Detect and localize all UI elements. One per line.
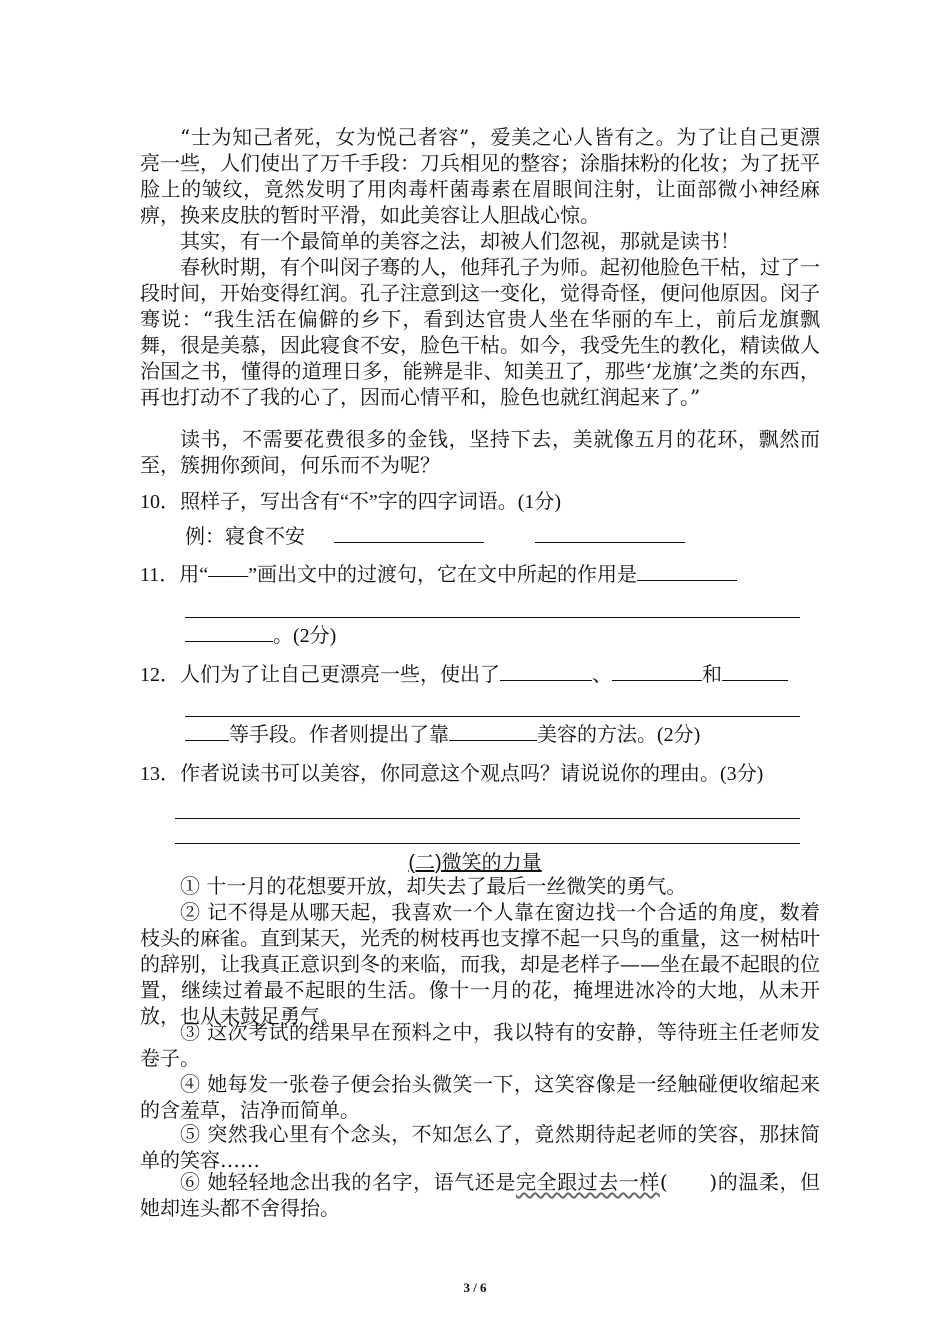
answer-blank-10b[interactable]: [535, 522, 685, 543]
answer-blank-11a[interactable]: [637, 560, 737, 581]
passage1-paragraph-4: 读书，不需要花费很多的金钱，坚持下去，美就像五月的花环，飘然而至，簇拥你颈间，何乐而不为呢？: [140, 427, 820, 477]
passage2-title: (二)微笑的力量: [408, 852, 542, 874]
answer-line-13a[interactable]: [175, 818, 800, 819]
question-12-middle: 等手段。作者则提出了靠: [229, 724, 449, 746]
answer-blank-12e[interactable]: [449, 720, 537, 741]
question-11-row-2: [185, 621, 336, 650]
passage1-paragraph-2: 其实，有一个最简单的美容之法，却被人们忽视，那就是读书！: [180, 229, 740, 253]
question-10-example-row: [185, 522, 685, 551]
passage2-paragraph-3: ③ 这次考试的结果早在预料之中，我以特有的安静，等待班主任老师发卷子。: [140, 1020, 820, 1070]
question-12-prompt: 12．人们为了让自己更漂亮一些，使出了: [140, 664, 500, 686]
question-11-score: 。(2分): [273, 625, 337, 647]
passage2-paragraph-6-end: ( )的温柔，但她却连头都不舍得抬。: [140, 1170, 821, 1220]
question-10: 10．照样子，写出含有“不”字的四字词语。(1分): [140, 491, 562, 513]
wavy-underlined-phrase: 完全跟过去一样: [515, 1170, 660, 1194]
passage2-paragraph-4: ④ 她每发一张卷子便会抬头微笑一下，这笑容像是一经触碰便收缩起来的含羞草，洁净而简单。: [140, 1072, 820, 1122]
question-12-row: [140, 660, 788, 689]
answer-line-13b[interactable]: [175, 843, 800, 844]
answer-blank-12a[interactable]: [500, 660, 592, 681]
answer-blank-10a[interactable]: [334, 522, 484, 543]
passage2-paragraph-1: ① 十一月的花想要开放，却失去了最后一丝微笑的勇气。: [180, 874, 687, 898]
page-number: 3 / 6: [463, 1280, 487, 1295]
passage2-paragraph-6-start: ⑥ 她轻轻地念出我的名字，语气还是: [180, 1170, 516, 1194]
question-12-row-2: [185, 720, 700, 749]
answer-blank-11b[interactable]: [185, 621, 273, 642]
question-11-prompt: 11．用“——”画出文中的过渡句，它在文中所起的作用是: [140, 564, 638, 586]
question-13: 13．作者说读书可以美容，你同意这个观点吗？请说说你的理由。(3分): [140, 763, 764, 785]
question-12-separator-1: 、: [592, 664, 612, 686]
passage2-paragraph-2: ② 记不得是从哪天起，我喜欢一个人靠在窗边找一个合适的角度，数着枝头的麻雀。直到某天，光秃的树枝再也支撑不起一只鸟的重量，这一树枯叶的辞别，让我真正意识到冬的来临，而我，却是老样子——坐在最不起眼的位置，继续过着最不起眼的生活。像十一月的花，掩埋进冰冷的大地，从未开放，也从未鼓足勇气。: [140, 900, 820, 1028]
passage1-paragraph-3: 春秋时期，有个叫闵子骞的人，他拜孔子为师。起初他脸色干枯，过了一段时间，开始变得红润。孔子注意到这一变化，觉得奇怪，便问他原因。闵子骞说：“我生活在偏僻的乡下，看到达官贵人坐在华丽的车上，前后龙旗飘舞，很是美慕，因此寝食不安，脸色干枯。如今，我受先生的教化，精读做人治国之书，懂得的道理日多，能辨是非、知美丑了，那些‘龙旗’之类的东西，再也打动不了我的心了，因而心情平和，脸色也就红润起来了。”: [140, 255, 820, 409]
question-12-separator-2: 和: [702, 664, 722, 686]
answer-blank-12b[interactable]: [612, 660, 702, 681]
question-12-end: 美容的方法。(2分): [537, 724, 701, 746]
answer-line-11[interactable]: [185, 617, 800, 618]
answer-blank-12d[interactable]: [185, 720, 229, 741]
question-10-example: 例：寝食不安: [185, 526, 305, 548]
answer-line-12[interactable]: [185, 716, 800, 717]
answer-blank-12c[interactable]: [722, 660, 788, 681]
passage1-paragraph-1: “士为知己者死，女为悦己者容”，爱美之心人皆有之。为了让自己更漂亮一些，人们使出了万千手段：刀兵相见的整容；涂脂抹粉的化妆；为了抚平脸上的皱纹，竟然发明了用肉毒杆菌毒素在眉眼间注射，让面部微小神经麻痹，换来皮肤的暂时平滑，如此美容让人胆战心惊。: [140, 125, 820, 227]
passage2-paragraph-5: ⑤ 突然我心里有个念头，不知怎么了，竟然期待起老师的笑容，那抹简单的笑容……: [140, 1122, 820, 1172]
question-11-row: [140, 560, 737, 589]
passage2-paragraph-6: [140, 1169, 820, 1221]
